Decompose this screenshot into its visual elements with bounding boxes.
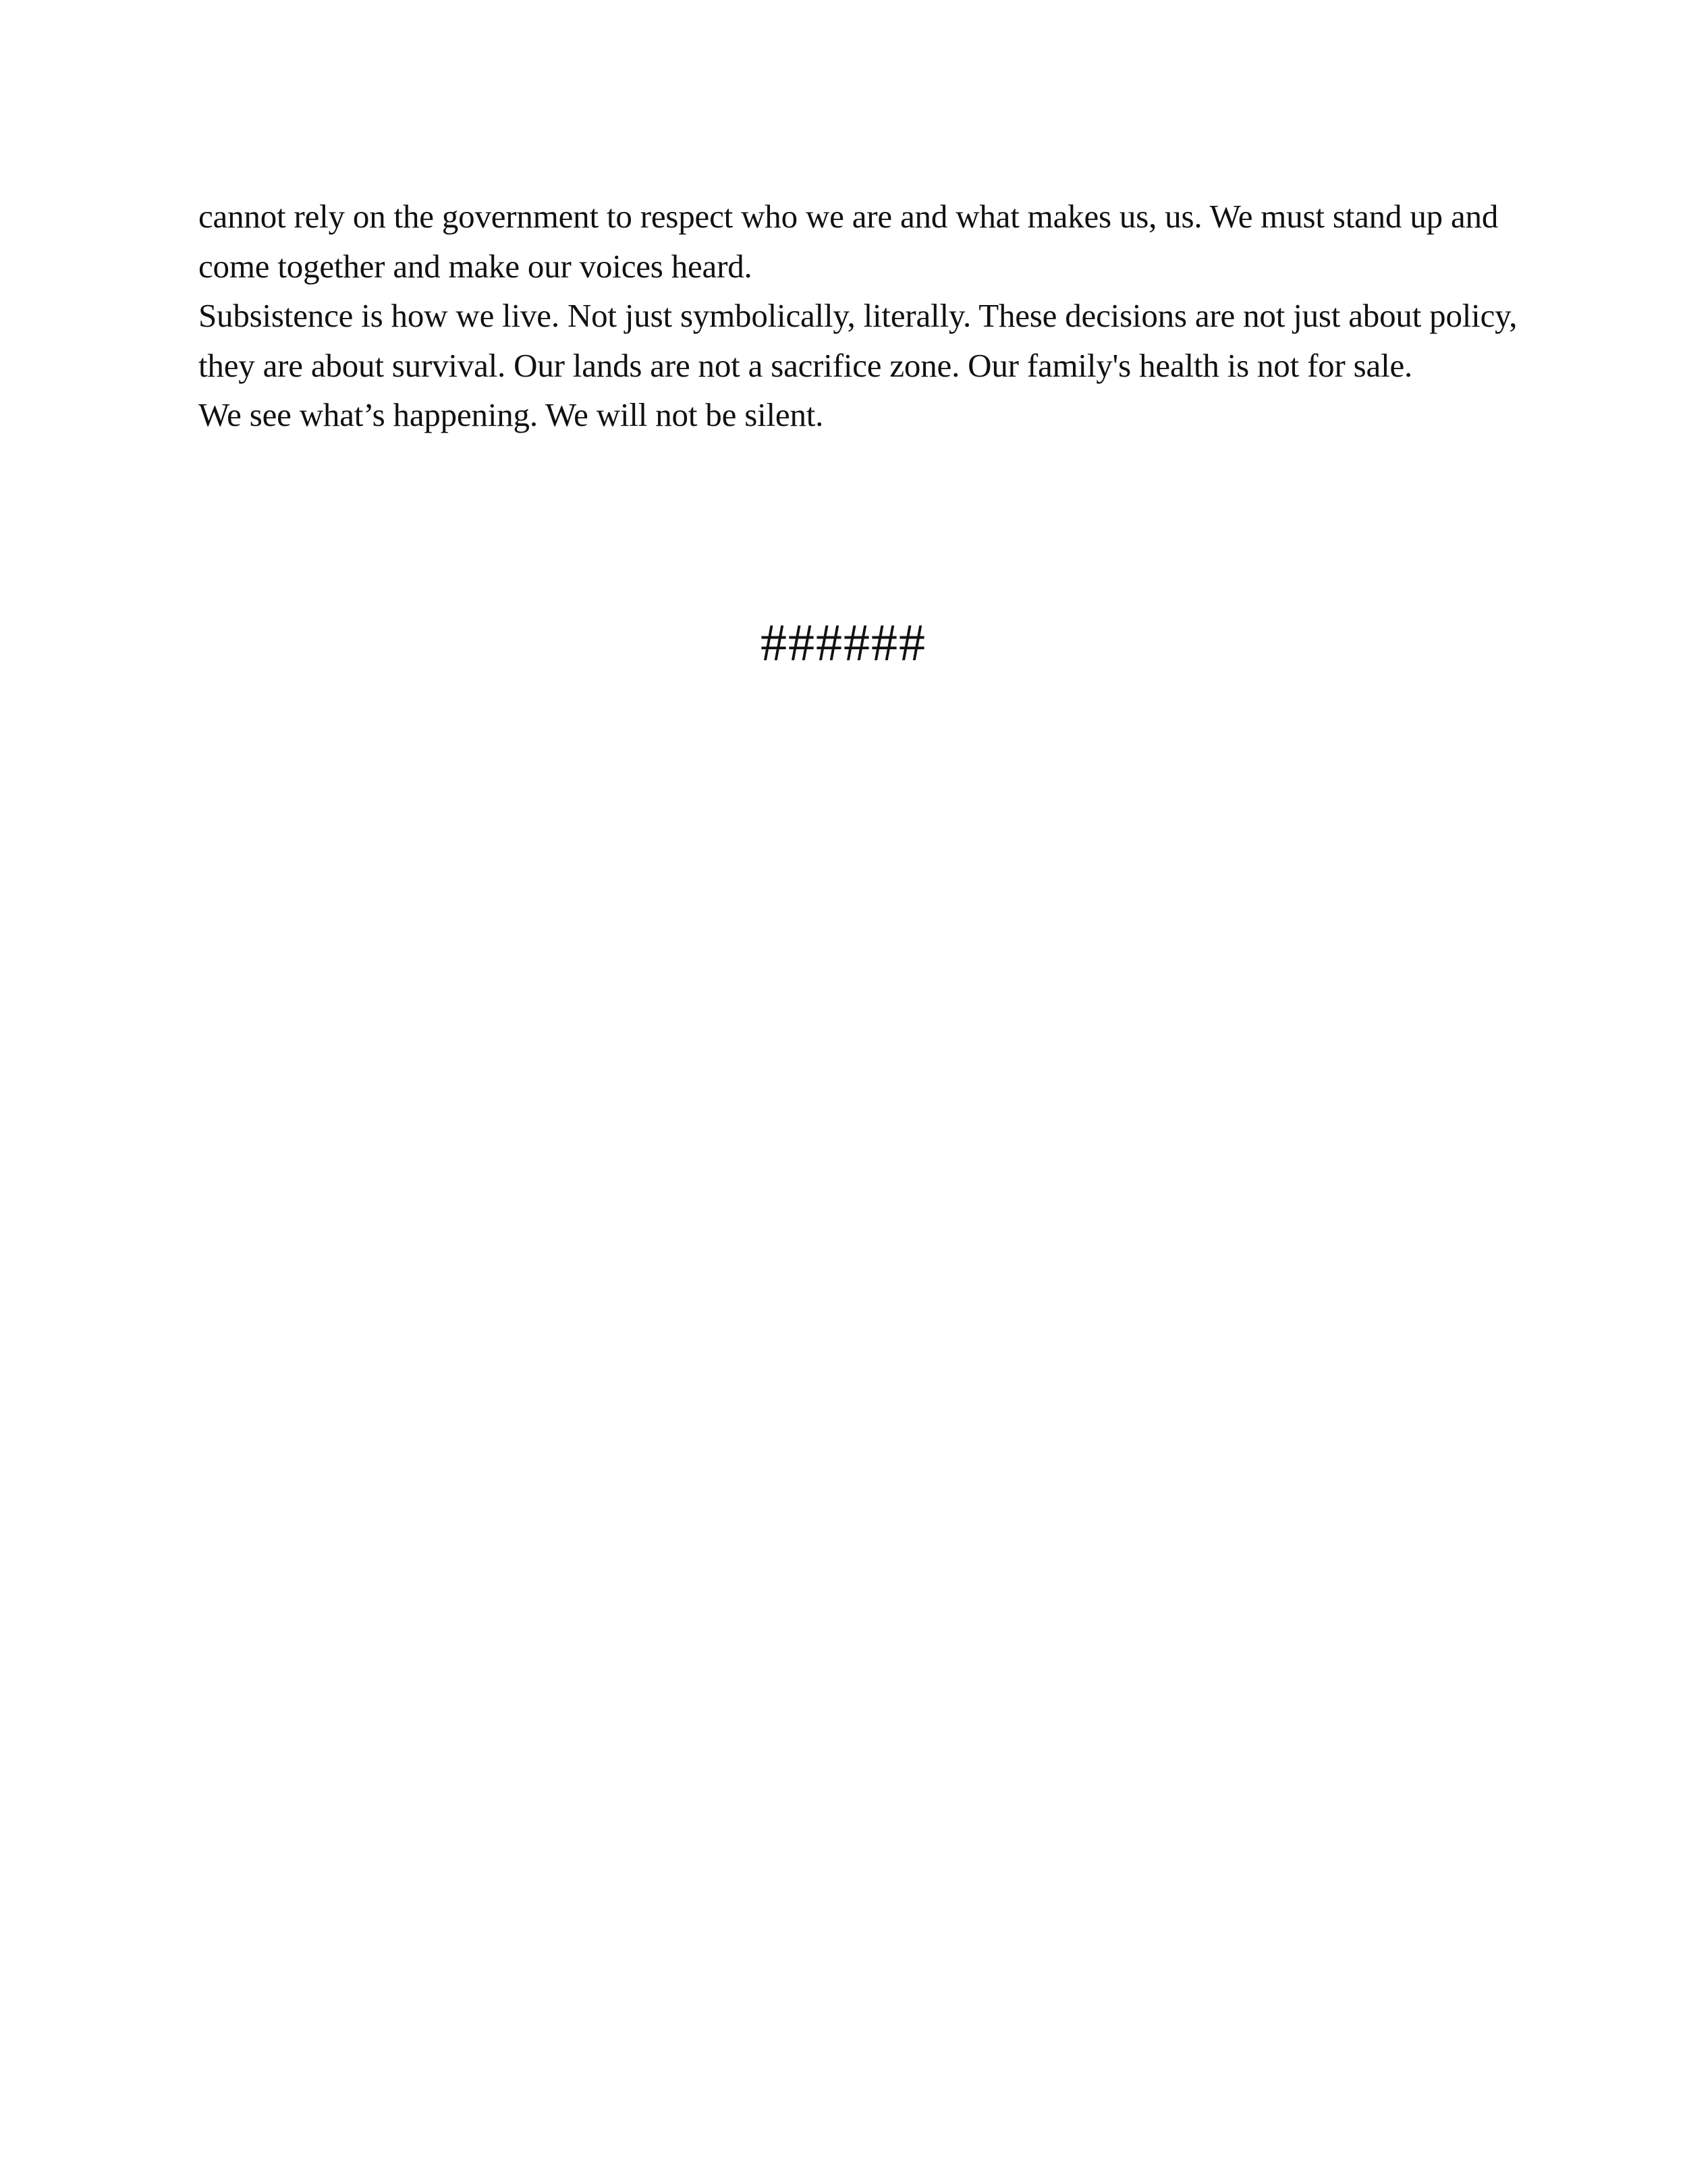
paragraph-line: We see what’s happening. We will not be silent.	[198, 396, 824, 433]
paragraph-line: Subsistence is how we live. Not just symbolically, literally. These decisions are not just about policy,	[198, 297, 1518, 334]
paragraph-1	[198, 192, 1499, 291]
paragraph-line: come together and make our voices heard.	[198, 247, 752, 285]
body-text	[198, 192, 1518, 440]
paragraph-2	[198, 291, 1518, 390]
paragraph-3	[198, 390, 1494, 440]
end-of-document-mark: ######	[760, 613, 927, 672]
paragraph-line: cannot rely on the government to respect who we are and what makes us, us. We must stand up and	[198, 198, 1499, 235]
paragraph-line: they are about survival. Our lands are not a sacrifice zone. Our family's health is not for sale.	[198, 346, 1413, 384]
